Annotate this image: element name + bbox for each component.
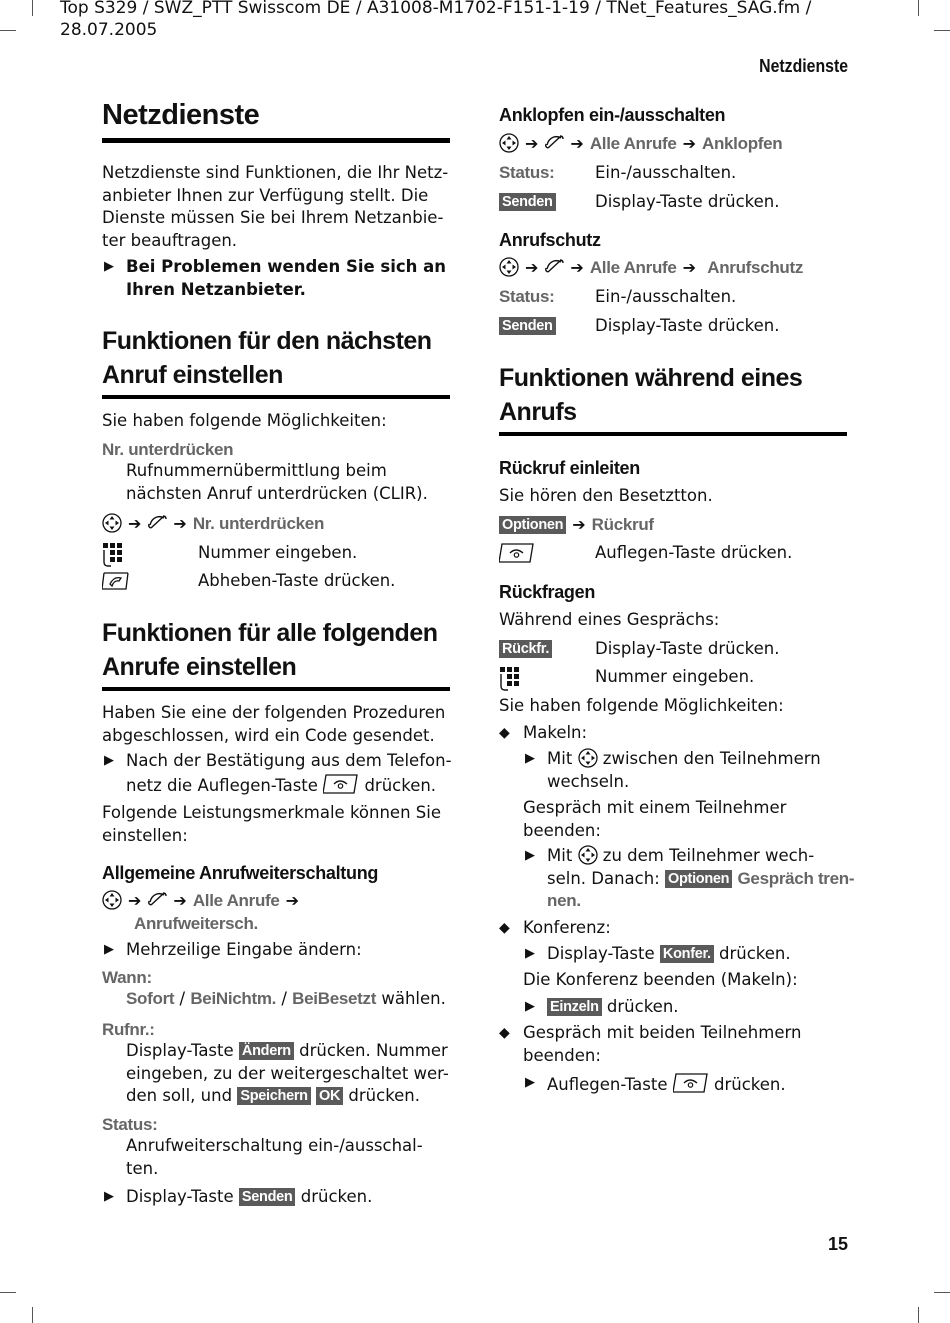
nr-block — [102, 440, 452, 505]
protection-status-row — [499, 286, 849, 309]
intro-line: ter beauftragen. — [102, 230, 238, 250]
nr-desc-line: Rufnummernübermittlung beim — [126, 461, 387, 480]
waiting-status-row — [499, 162, 849, 185]
menu-item: Anklopfen — [701, 134, 783, 153]
bullet-text: Auflegen-Taste — [547, 1075, 668, 1094]
all-calls-text — [102, 702, 452, 747]
nav-key-icon — [578, 845, 598, 865]
heading-line: Funktionen für alle folgenden — [102, 619, 438, 647]
bullet-text: Display-Taste — [126, 1187, 234, 1206]
intro-line: Netzdienste sind Funktionen, die Ihr Netz- — [102, 163, 449, 182]
toggle-item — [499, 722, 873, 745]
heading-line: Anruf einstellen — [102, 361, 283, 389]
diamond-icon: ◆ — [499, 725, 510, 741]
options-text: Sie haben folgende Möglichkeiten: — [102, 411, 387, 430]
crop-mark — [32, 1307, 33, 1323]
options-key: Optionen — [499, 516, 566, 534]
nav-key-icon — [578, 748, 598, 768]
bullet-text: wechseln. — [547, 771, 630, 791]
arrow-icon: ➔ — [682, 258, 696, 277]
choose-text: wählen. — [381, 989, 446, 1008]
menu-item: Alle Anrufe — [589, 134, 677, 153]
arrow-icon: ➔ — [525, 258, 539, 277]
waiting-send-row — [499, 191, 849, 214]
nr-desc-line: nächsten Anruf unterdrücken (CLIR). — [126, 483, 428, 503]
intro-paragraph — [102, 162, 452, 252]
file-path: Top S329 / SWZ_PTT Swisscom DE / A31008-M1702-F151-1-19 / TNet_Features_SAG.fm / — [60, 0, 812, 18]
end-both-item — [499, 1022, 873, 1067]
crop-mark — [0, 30, 16, 31]
crop-mark — [934, 30, 950, 31]
send-key: Senden — [499, 193, 556, 211]
inquiry-key-text: Display-Taste drücken. — [595, 639, 780, 658]
bullet-text: seln. Danach: — [547, 868, 660, 888]
heading-line: Funktionen für den nächsten — [102, 327, 432, 355]
desc-text: ten. — [126, 1158, 159, 1178]
bullet-text: Display-Taste — [547, 944, 655, 963]
menu-path-clir — [102, 513, 452, 536]
enter-number-text: Nummer eingeben. — [595, 667, 755, 686]
status-block — [102, 1115, 452, 1180]
bullet-text: Mehrzeilige Eingabe ändern: — [126, 940, 362, 959]
lift-key-row — [102, 570, 452, 595]
bullet-text: drücken. — [714, 1075, 786, 1094]
bullet-line — [126, 773, 476, 798]
bullet-text: drücken. — [364, 775, 437, 795]
crop-mark — [934, 1292, 950, 1293]
inquiry-key-row — [499, 638, 849, 661]
tip-bullet — [102, 256, 466, 301]
triangle-icon: ▶ — [104, 1189, 114, 1204]
inquiry-text: Während eines Gesprächs: — [499, 610, 720, 629]
lift-key-text: Abheben-Taste drücken. — [198, 571, 396, 590]
nr-desc — [102, 460, 452, 505]
bullet-text: drücken. — [719, 944, 791, 963]
inquiry-number-row — [499, 666, 849, 692]
triangle-icon: ▶ — [525, 1075, 535, 1090]
inquiry-heading: Rückfragen — [499, 582, 596, 602]
arrow-icon: ➔ — [525, 134, 539, 153]
call-icon — [544, 257, 564, 277]
hangup-key-icon — [323, 773, 359, 795]
menu-item: nen. — [547, 891, 581, 910]
crop-mark — [32, 0, 33, 16]
menu-path-protection — [499, 257, 849, 280]
send-key: Senden — [239, 1188, 296, 1206]
status-label: Status: — [102, 1115, 158, 1134]
status-label: Status: — [499, 163, 555, 182]
crop-mark — [918, 0, 919, 16]
conference-item — [499, 917, 873, 940]
change-key: Ändern — [239, 1042, 294, 1060]
confirm-bullet — [102, 750, 476, 797]
callback-text: Sie hören den Besetztton. — [499, 486, 713, 505]
bullet-text: zu dem Teilnehmer wech- — [602, 846, 815, 865]
multi-edit-bullet — [102, 939, 476, 962]
triangle-icon: ▶ — [525, 946, 535, 961]
heading-line: Anrufe einstellen — [102, 653, 297, 681]
heading-netzdienste: Netzdienste — [102, 98, 450, 143]
desc-text: drücken. — [348, 1086, 421, 1105]
desc-text: eingeben, zu der weitergeschaltet wer- — [126, 1063, 449, 1083]
page-heading — [102, 98, 450, 143]
options-text: Sie haben folgende Möglichkeiten: — [499, 696, 784, 715]
nav-key-icon — [499, 133, 519, 153]
conference-bullet-1 — [523, 943, 873, 966]
hangup-row — [499, 542, 849, 567]
call-icon — [544, 133, 564, 153]
menu-item: Alle Anrufe — [192, 891, 280, 910]
arrow-icon: ➔ — [285, 891, 299, 910]
bullet-text: drücken. — [300, 1187, 373, 1206]
forward-heading: Allgemeine Anrufweiterschaltung — [102, 863, 379, 883]
nav-key-icon — [102, 513, 122, 533]
menu-path-waiting — [499, 133, 849, 156]
tip-line: Ihren Netzanbieter. — [126, 279, 306, 299]
desc-text: Display-Taste — [126, 1041, 234, 1060]
when-options: Sofort / BeiNichtm. / BeiBesetzt wählen. — [126, 989, 446, 1008]
item-text: Gespräch mit beiden Teilnehmern — [523, 1023, 802, 1042]
arrow-icon: ➔ — [173, 514, 187, 533]
bullet-text: Mit — [547, 846, 573, 865]
toggle-end-text — [523, 797, 849, 842]
intro-line: Dienste müssen Sie bei Ihrem Netzanbie- — [102, 208, 444, 227]
conference-key: Konfer. — [660, 945, 714, 963]
keypad-icon — [102, 542, 126, 568]
item-text: Konferenz: — [523, 918, 611, 937]
desc-text: drücken. Nummer — [299, 1041, 448, 1060]
text-line: beenden: — [523, 820, 601, 840]
status-text: Ein-/ausschalten. — [595, 163, 737, 182]
enter-number-row — [102, 542, 452, 568]
arrow-icon: ➔ — [572, 515, 586, 534]
text-line: Haben Sie eine der folgenden Prozeduren — [102, 703, 446, 722]
single-key: Einzeln — [547, 998, 602, 1016]
bullet-text: Mit — [547, 749, 573, 768]
crop-mark — [0, 1292, 16, 1293]
file-date: 28.07.2005 — [60, 20, 158, 40]
diamond-icon: ◆ — [499, 1025, 510, 1041]
features-text — [102, 802, 452, 847]
keypad-icon — [499, 666, 523, 692]
send-text: Display-Taste drücken. — [595, 192, 780, 211]
hangup-key-icon — [499, 542, 535, 564]
callback-heading: Rückruf einleiten — [499, 458, 640, 478]
text-line: Gespräch mit einem Teilnehmer — [523, 798, 787, 817]
arrow-icon: ➔ — [570, 258, 584, 277]
file-header — [60, 0, 820, 41]
callback-path — [499, 514, 849, 537]
lift-key-icon — [102, 570, 130, 592]
option-busy: BeiBesetzt — [292, 989, 377, 1008]
desc-text: den soll, und — [126, 1086, 233, 1105]
options-key: Optionen — [665, 870, 732, 888]
number-label: Rufnr.: — [102, 1020, 155, 1039]
status-text: Ein-/ausschalten. — [595, 287, 737, 306]
bullet-text: netz die Auflegen-Taste — [126, 775, 318, 795]
save-key: Speichern — [237, 1087, 310, 1105]
send-key: Senden — [499, 317, 556, 335]
text-line: einstellen: — [102, 825, 188, 845]
menu-item: Alle Anrufe — [589, 258, 677, 277]
when-label: Wann: — [102, 968, 152, 987]
section-title: Netzdienste — [759, 56, 848, 76]
ok-key: OK — [316, 1087, 343, 1105]
heading-line: Funktionen während eines — [499, 364, 803, 392]
menu-item: Anrufschutz — [707, 258, 804, 277]
end-both-bullet — [523, 1072, 873, 1097]
toggle-bullet-1 — [523, 748, 873, 793]
triangle-icon: ▶ — [104, 753, 114, 768]
call-icon — [147, 513, 167, 533]
number-desc — [102, 1040, 454, 1108]
menu-path-forward — [102, 890, 452, 935]
status-desc — [102, 1135, 452, 1180]
next-call-heading — [102, 324, 450, 399]
when-block — [102, 968, 452, 1011]
triangle-icon: ▶ — [525, 999, 535, 1014]
arrow-icon: ➔ — [128, 891, 142, 910]
protection-send-row — [499, 315, 849, 338]
triangle-icon: ▶ — [104, 942, 114, 957]
protection-heading: Anrufschutz — [499, 230, 601, 250]
text-line: Folgende Leistungsmerkmale können Sie — [102, 803, 441, 822]
bullet-line: Nach der Bestätigung aus dem Telefon- — [126, 751, 452, 770]
menu-item: Gespräch tren- — [737, 868, 855, 888]
diamond-icon: ◆ — [499, 920, 510, 936]
conference-bullet-2 — [523, 996, 873, 1019]
arrow-icon: ➔ — [128, 514, 142, 533]
arrow-icon: ➔ — [682, 134, 696, 153]
conference-end-text: Die Konferenz beenden (Makeln): — [523, 970, 798, 989]
nav-key-icon — [499, 257, 519, 277]
triangle-icon: ▶ — [525, 848, 535, 863]
nav-key-icon — [102, 890, 122, 910]
send-bullet — [102, 1186, 476, 1209]
tip-line: Bei Problemen wenden Sie sich an — [126, 257, 447, 276]
option-noanswer: BeiNichtm. — [190, 989, 277, 1008]
item-text: Makeln: — [523, 723, 588, 742]
send-text: Display-Taste drücken. — [595, 316, 780, 335]
crop-mark — [918, 1307, 919, 1323]
status-label: Status: — [499, 287, 555, 306]
arrow-icon: ➔ — [570, 134, 584, 153]
arrow-icon: ➔ — [173, 891, 187, 910]
all-calls-heading — [102, 616, 450, 691]
menu-item: Rückruf — [591, 515, 654, 534]
hangup-text: Auflegen-Taste drücken. — [595, 543, 793, 562]
hangup-key-icon — [673, 1072, 709, 1094]
during-call-heading — [499, 361, 847, 436]
toggle-bullet-2 — [523, 845, 873, 913]
page-number: 15 — [827, 1234, 848, 1254]
bullet-text: zwischen den Teilnehmern — [602, 749, 821, 768]
number-block — [102, 1020, 454, 1108]
text-line: abgeschlossen, wird ein Code gesendet. — [102, 725, 435, 745]
triangle-icon: ▶ — [104, 259, 114, 274]
bullet-text: drücken. — [606, 997, 679, 1016]
waiting-heading: Anklopfen ein-/ausschalten — [499, 105, 726, 125]
option-now: Sofort — [126, 989, 175, 1008]
call-icon — [147, 890, 167, 910]
menu-item: Anrufweitersch. — [134, 913, 258, 933]
triangle-icon: ▶ — [525, 751, 535, 766]
intro-line: anbieter Ihnen zur Verfügung stellt. Die — [102, 185, 429, 205]
menu-item: Nr. unterdrücken — [192, 514, 325, 533]
enter-number-text: Nummer eingeben. — [198, 543, 358, 562]
inquiry-key: Rückfr. — [499, 640, 552, 658]
heading-line: Anrufs — [499, 398, 577, 426]
item-text: beenden: — [523, 1045, 601, 1065]
desc-text: Anrufweiterschaltung ein-/ausschal- — [126, 1136, 423, 1155]
nr-label: Nr. unterdrücken — [102, 440, 234, 459]
